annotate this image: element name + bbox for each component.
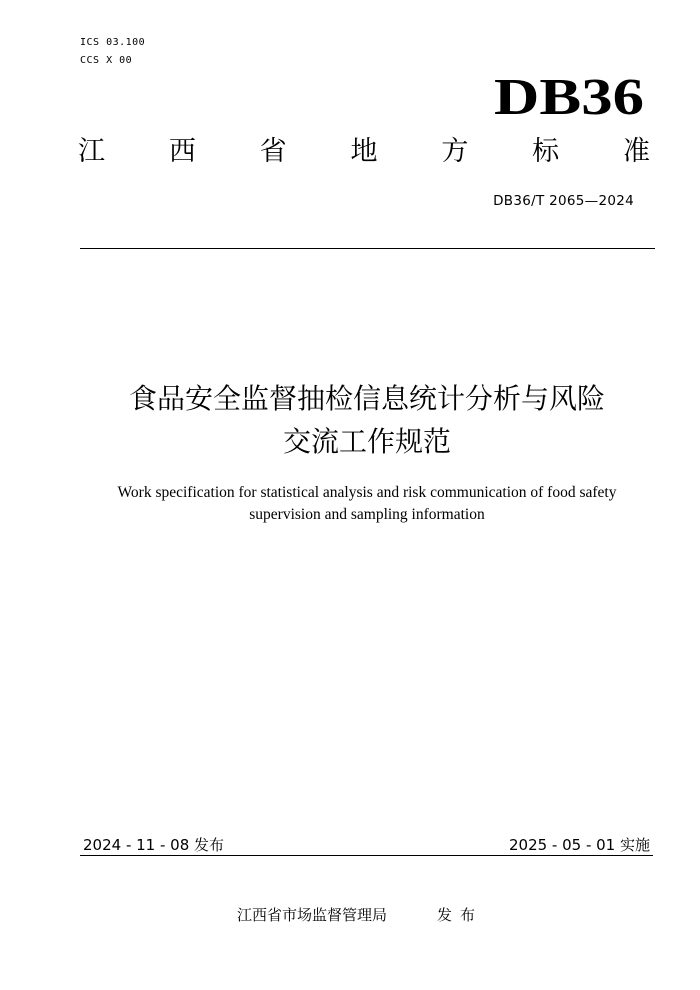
english-title-line-2: supervision and sampling information [249,506,485,523]
ccs-code: CCS X 00 [80,55,133,66]
english-title-line-1: Work specification for statistical analysis and risk communication of food safety [117,484,617,501]
standard-type-char: 江 [78,136,105,167]
standard-type-char: 地 [350,136,378,167]
standard-type-char: 省 [259,136,287,167]
ics-code: ICS 03.100 [80,37,146,48]
publish-label: 发布 [437,906,484,924]
header-divider [80,248,655,249]
standard-type-char: 标 [532,136,560,167]
issue-date: 2024 - 11 - 08 发布 [83,836,225,854]
chinese-title-line-1: 食品安全监督抽检信息统计分析与风险 [128,382,605,415]
standard-type-char: 准 [622,136,650,167]
issuing-authority: 江西省市场监督管理局 [237,906,388,924]
implementation-date: 2025 - 05 - 01 实施 [508,836,650,854]
chinese-title-line-2: 交流工作规范 [282,425,451,458]
standard-number: DB36/T 2065—2024 [493,193,634,209]
footer-divider [80,855,653,856]
standard-type-char: 西 [168,136,196,167]
db36-logo [494,70,646,120]
standard-type-title [78,134,650,170]
standard-type-char: 方 [441,136,469,167]
svg-text:DB36: DB36 [494,70,644,120]
